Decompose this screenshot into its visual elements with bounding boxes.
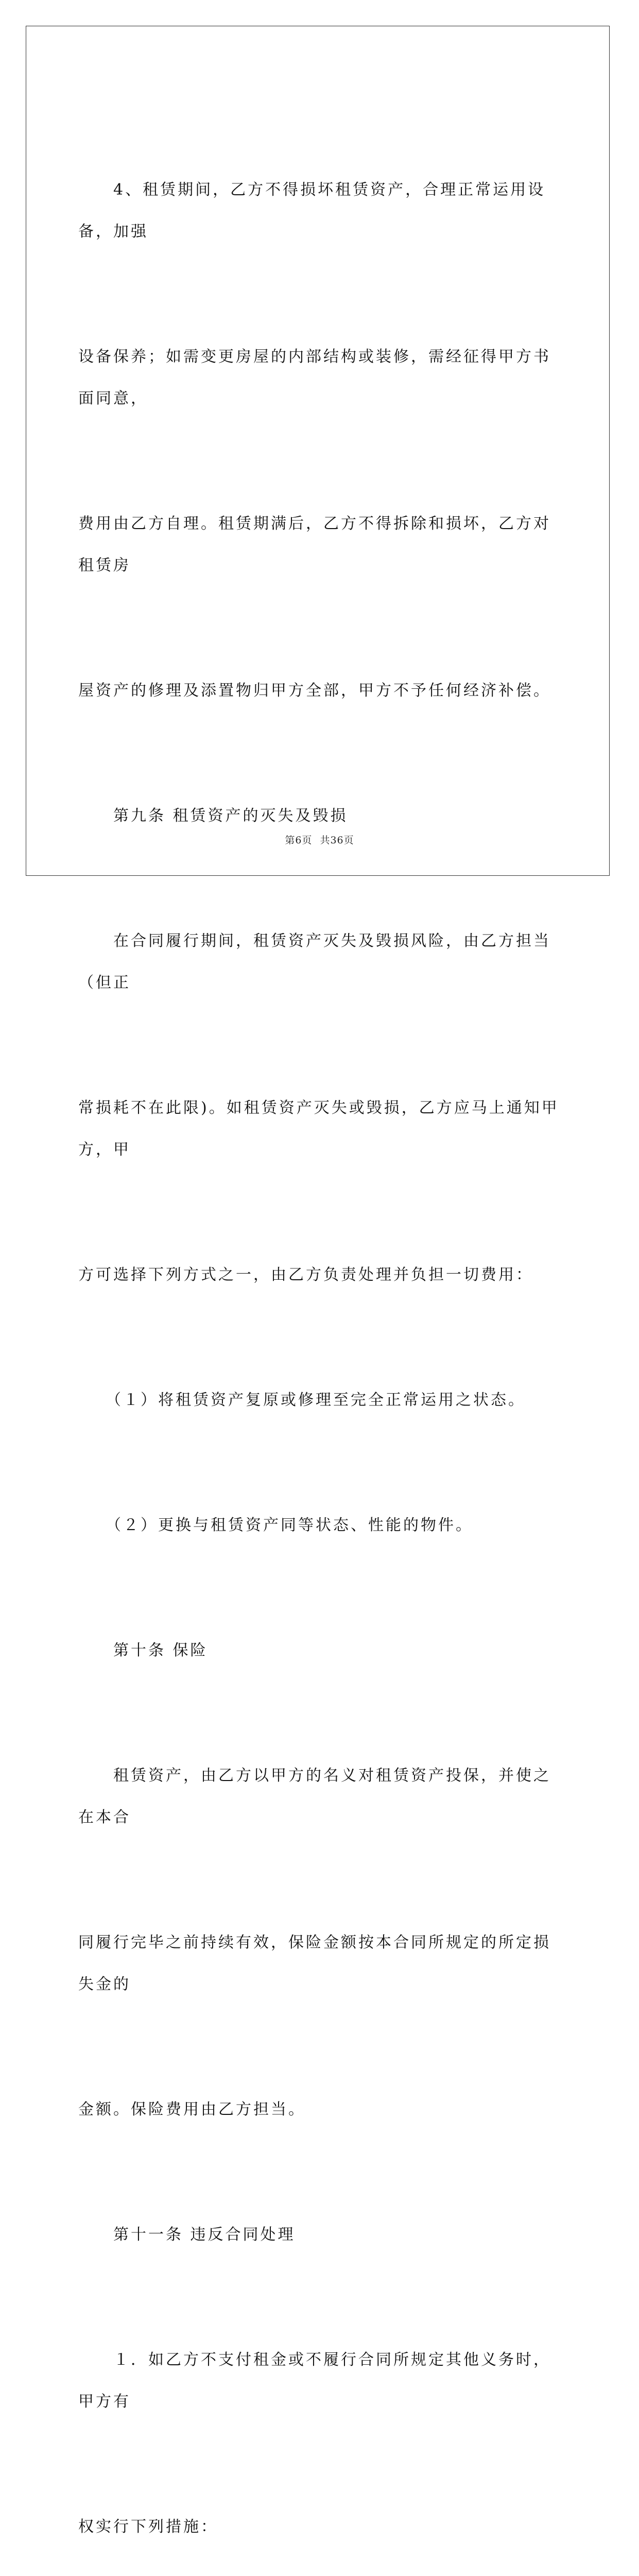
text-line: 权实行下列措施： (78, 2518, 218, 2536)
page-footer (0, 833, 639, 846)
text-line: 常损耗不在此限)。如租赁资产灭失或毁损，乙方应马上通知甲方，甲 (78, 1099, 559, 1159)
body-text (78, 86, 560, 2576)
text-line: 同履行完毕之前持续有效，保险金额按本合同所规定的所定损失金的 (78, 1934, 551, 1993)
text-line: 设备保养；如需变更房屋的内部结构或装修，需经征得甲方书面同意， (78, 348, 551, 408)
text-line: 租赁资产，由乙方以甲方的名义对租赁资产投保，并使之在本合 (78, 1767, 551, 1826)
text-line: 屋资产的修理及添置物归甲方全部，甲方不予任何经济补偿。 (78, 682, 551, 700)
page-number: 第6页 (285, 835, 313, 846)
text-line: 4、租赁期间，乙方不得损坏租赁资产，合理正常运用设备，加强 (78, 181, 546, 241)
page-total: 共36页 (320, 835, 354, 846)
text-line: １．如乙方不支付租金或不履行合同所规定其他义务时，甲方有 (78, 2351, 551, 2411)
text-line: 金额。保险费用由乙方担当。 (78, 2100, 306, 2119)
section-heading: 第十一条 违反合同处理 (78, 2226, 296, 2244)
list-item: （１）将租赁资产复原或修理至完全正常运用之状态。 (78, 1391, 526, 1409)
text-line: 在合同履行期间，租赁资产灭失及毁损风险，由乙方担当（但正 (78, 932, 551, 992)
section-heading: 第九条 租赁资产的灭失及毁损 (78, 807, 348, 825)
document-body (78, 86, 560, 2576)
text-line: 方可选择下列方式之一，由乙方负责处理并负担一切费用： (78, 1266, 533, 1284)
section-heading: 第十条 保险 (78, 1641, 208, 1659)
list-item: （２）更换与租赁资产同等状态、性能的物件。 (78, 1516, 473, 1534)
text-line: 费用由乙方自理。租赁期满后，乙方不得拆除和损坏，乙方对租赁房 (78, 515, 551, 574)
